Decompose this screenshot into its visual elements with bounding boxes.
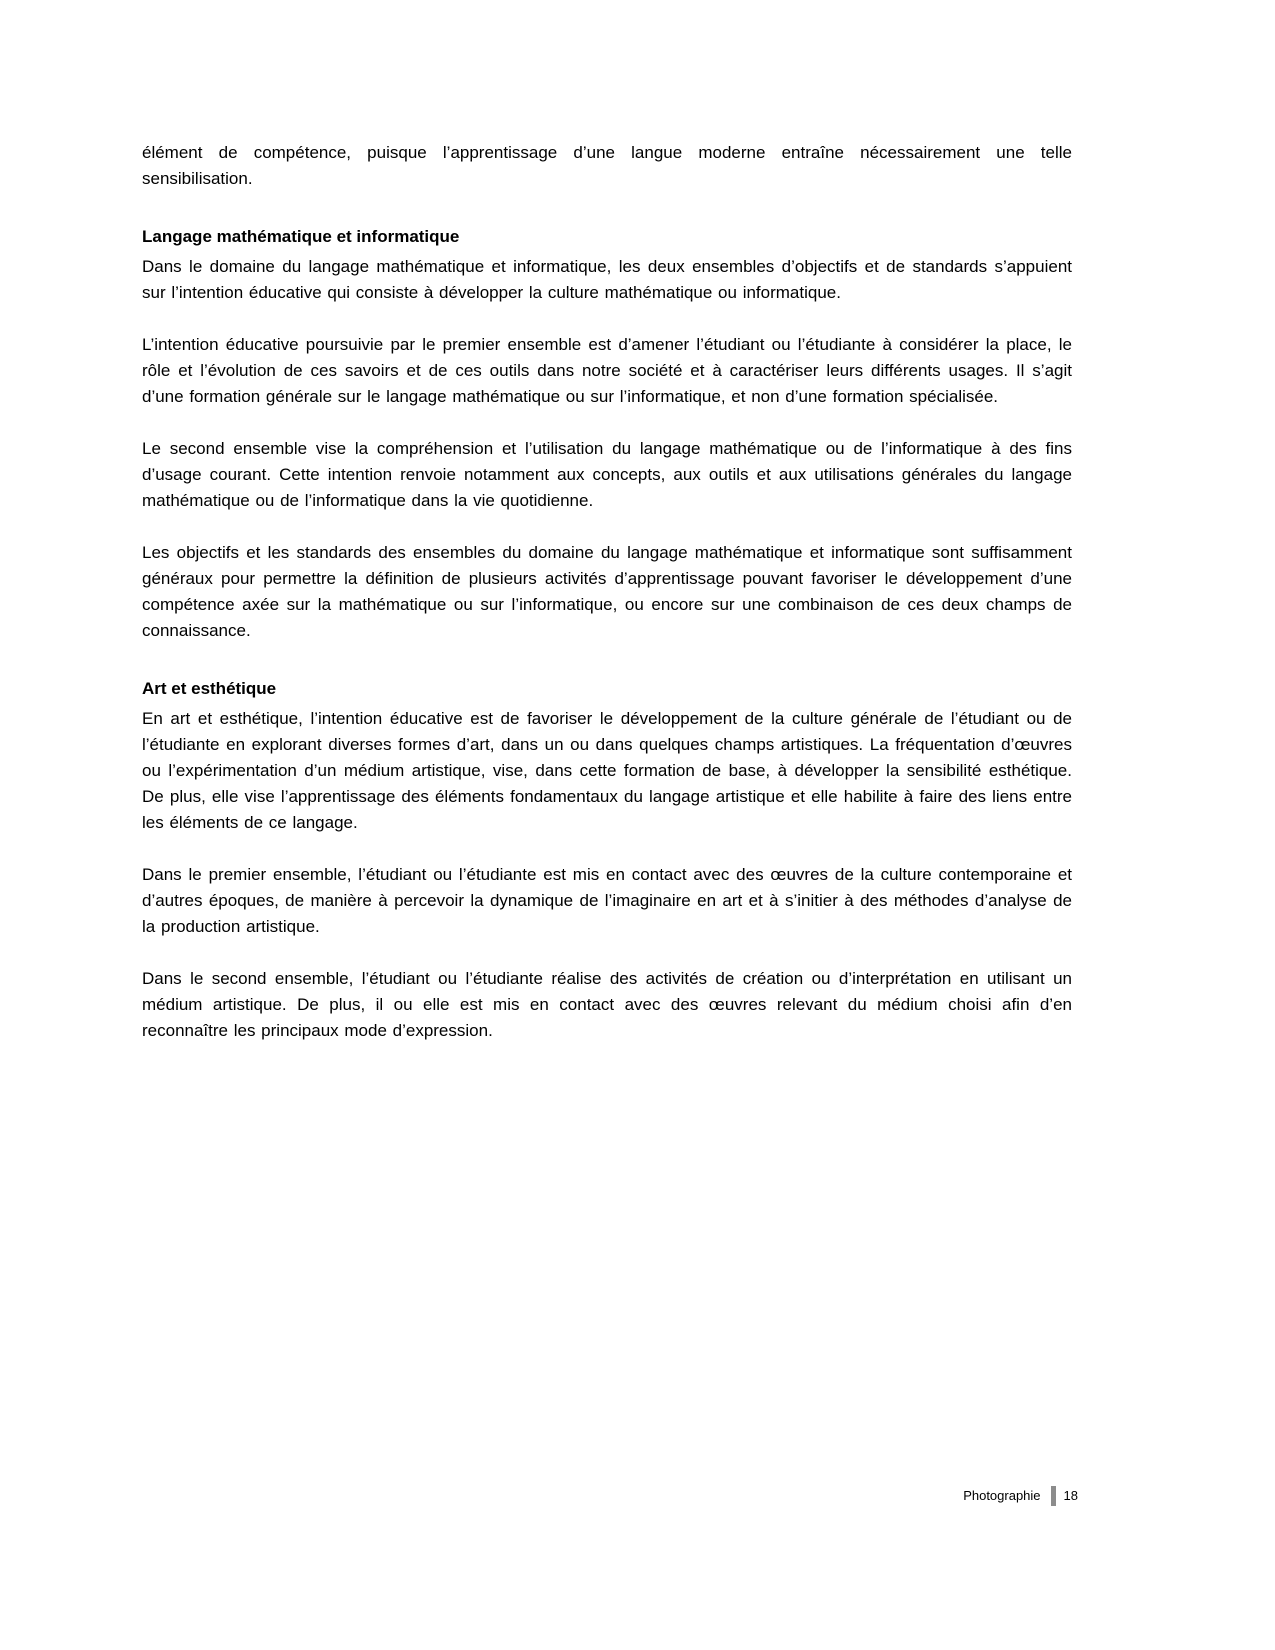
paragraph-intro: élément de compétence, puisque l’apprentissage d’une langue moderne entraîne nécessairement une telle sensibilisation. xyxy=(142,143,1072,188)
paragraph: Les objectifs et les standards des ensembles du domaine du langage mathématique et informatique sont suffisamment généraux pour permettre la définition de plusieurs activités d’apprentissage pouvant favoriser le développement d’une compétence axée sur la mathématique ou sur l’informatique, ou encore sur une combinaison de ces deux champs de connaissance. xyxy=(142,543,1072,640)
section-heading-langage-mathematique: Langage mathématique et informatique xyxy=(142,227,460,246)
paragraph: En art et esthétique, l’intention éducative est de favoriser le développement de la culture générale de l’étudiant ou de l’étudiante en explorant diverses formes d’art, dans un ou dans quelques champs artistiques. La fréquentation d’œuvres ou l’expérimentation d’un médium artistique, vise, dans cette formation de base, à développer la sensibilité esthétique. De plus, elle vise l’apprentissage des éléments fondamentaux du langage artistique et elle habilite à faire des liens entre les éléments de ce langage. xyxy=(142,709,1072,832)
paragraph: Dans le premier ensemble, l’étudiant ou l’étudiante est mis en contact avec des œuvres de la culture contemporaine et d’autres époques, de manière à percevoir la dynamique de l’imaginaire en art et à s’initier à des méthodes d’analyse de la production artistique. xyxy=(142,865,1072,936)
paragraph: Dans le second ensemble, l’étudiant ou l’étudiante réalise des activités de création ou d’interprétation en utilisant un médium artistique. De plus, il ou elle est mis en contact avec des œuvres relevant du médium choisi afin d’en reconnaître les principaux mode d’expression. xyxy=(142,969,1072,1040)
footer-divider-bars xyxy=(1051,1486,1056,1506)
page-content xyxy=(142,140,1072,1070)
paragraph: Dans le domaine du langage mathématique et informatique, les deux ensembles d’objectifs et de standards s’appuient sur l’intention éducative qui consiste à développer la culture mathématique ou informatique. xyxy=(142,257,1072,302)
page-footer xyxy=(963,1486,1078,1506)
paragraph: Le second ensemble vise la compréhension et l’utilisation du langage mathématique ou de l’informatique à des fins d’usage courant. Cette intention renvoie notamment aux concepts, aux outils et aux utilisations générales du langage mathématique ou de l’informatique dans la vie quotidienne. xyxy=(142,439,1072,510)
section-heading-art-esthetique: Art et esthétique xyxy=(142,679,277,698)
page-number: 18 xyxy=(1063,1488,1078,1503)
paragraph: L’intention éducative poursuivie par le premier ensemble est d’amener l’étudiant ou l’étudiante à considérer la place, le rôle et l’évolution de ces savoirs et de ces outils dans notre société et à caractériser leurs différents usages. Il s’agit d’une formation générale sur le langage mathématique ou sur l’informatique, et non d’une formation spécialisée. xyxy=(142,335,1072,406)
footer-section-label: Photographie xyxy=(963,1488,1041,1503)
